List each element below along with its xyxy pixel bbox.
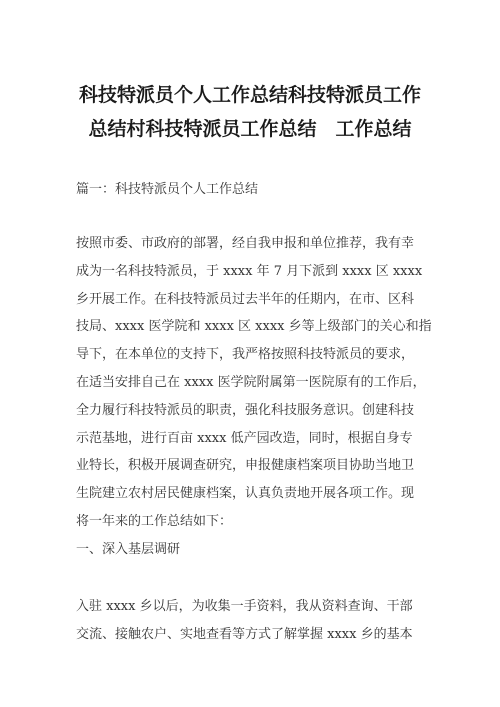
text-line: 业特长，积极开展调查研究，申报健康档案项目协助当地卫 xyxy=(76,458,415,474)
document-title xyxy=(60,78,440,146)
title-line: 科技特派员个人工作总结科技特派员工作 xyxy=(78,84,421,106)
text-line: 在适当安排自己在 xxxx 医学院附属第一医院原有的工作后， xyxy=(76,374,426,390)
text-line: 导下，在本单位的支持下，我严格按照科技特派员的要求， xyxy=(76,347,415,363)
paragraph-intro xyxy=(76,230,436,536)
paragraph-research xyxy=(76,593,436,649)
text-line: 按照市委、市政府的部署，经自我申报和单位推荐，我有幸 xyxy=(76,236,415,251)
text-line: 技局、xxxx 医学院和 xxxx 区 xxxx 乡等上级部门的关心和指 xyxy=(76,319,432,335)
text-line: 示范基地，进行百亩 xxxx 低产园改造，同时，根据自身专 xyxy=(76,430,413,446)
text-line: 入驻 xxxx 乡以后，为收集一手资料，我从资料查询、干部 xyxy=(76,599,413,614)
title-line: 总结村科技特派员工作总结 工作总结 xyxy=(88,118,412,140)
article-subtitle: 篇一：科技特派员个人工作总结 xyxy=(76,182,259,197)
section-heading: 一、深入基层调研 xyxy=(76,542,181,557)
text-line: 生院建立农村居民健康档案，认真负责地开展各项工作。现 xyxy=(76,486,415,502)
text-line: 将一年来的工作总结如下： xyxy=(76,513,233,529)
text-line: 全力履行科技特派员的职责，强化科技服务意识。创建科技 xyxy=(76,402,415,418)
text-line: 交流、接触农户、实地查看等方式了解掌握 xxxx 乡的基本 xyxy=(76,626,413,642)
text-line: 成为一名科技特派员，于 xxxx 年 7 月下派到 xxxx 区 xxxx xyxy=(76,263,423,279)
text-line: 乡开展工作。在科技特派员过去半年的任期内，在市、区科 xyxy=(76,291,415,307)
